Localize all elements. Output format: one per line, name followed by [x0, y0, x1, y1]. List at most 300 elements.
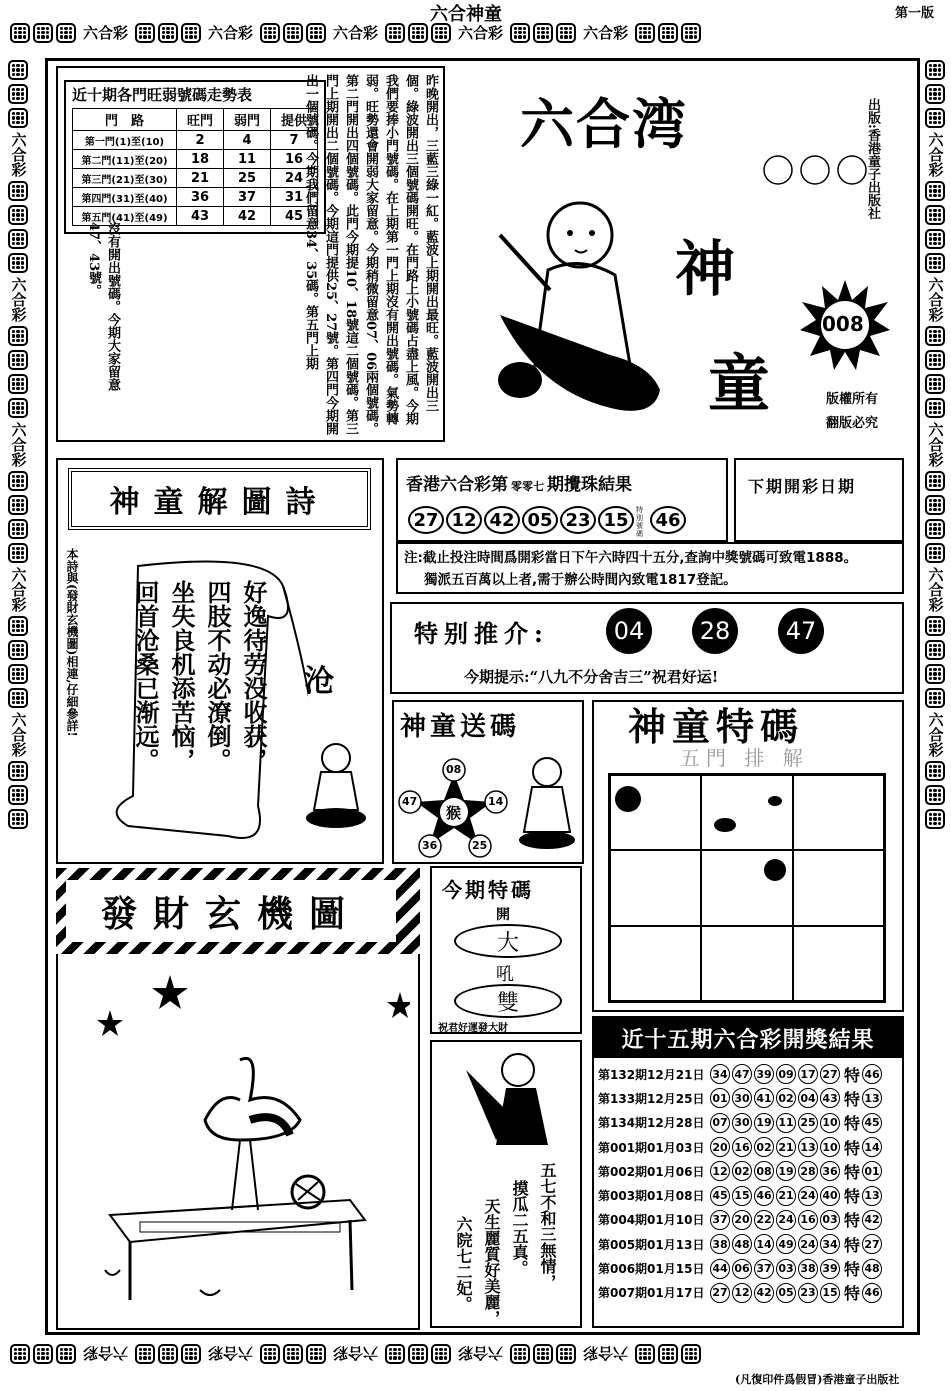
dice-icon: [8, 809, 28, 829]
dice-icon: [408, 1344, 428, 1364]
dice-icon: [8, 253, 28, 273]
dice-icon: [8, 84, 28, 104]
col-header: 提供: [271, 109, 318, 131]
result-label: 第133期12月25日: [598, 1091, 705, 1106]
draw-ball: 15: [598, 506, 634, 534]
special-marker: 特: [844, 1114, 861, 1134]
edition-label: 第一版: [895, 6, 935, 21]
today-footer: 祝君好運發大財: [438, 1023, 508, 1034]
draw-ball: 27: [408, 506, 444, 534]
border-brand: 六合彩: [83, 24, 129, 42]
table-cell: 11: [224, 150, 271, 169]
dice-icon: [925, 664, 945, 684]
result-ball: 14: [754, 1234, 774, 1254]
dice-icon: [8, 350, 28, 370]
border-brand: 六合彩: [926, 422, 945, 467]
child-icon: [480, 195, 670, 435]
issue-badge: [800, 280, 890, 374]
result-ball: 03: [820, 1210, 840, 1230]
draw-note-1: 注:截止投注時間爲開彩當日下午六時四十五分,查詢中獎號碼可致電1888。: [404, 550, 858, 566]
border-brand: 六合彩: [458, 24, 504, 42]
result-ball: 46: [754, 1186, 774, 1206]
result-row: [598, 1208, 898, 1232]
recommend-ball: 28: [692, 608, 738, 654]
page-title: 六合神童: [430, 4, 502, 25]
dice-icon: [56, 1344, 76, 1364]
border-brand: 六合彩: [83, 1344, 129, 1362]
dice-icon: [56, 23, 76, 43]
dice-icon: [8, 495, 28, 515]
result-ball: 39: [820, 1259, 840, 1279]
dice-icon: [8, 761, 28, 781]
result-ball: 47: [732, 1064, 752, 1084]
result-ball: 22: [754, 1210, 774, 1230]
dice-icon: [925, 761, 945, 781]
result-label: 第134期12月28日: [598, 1116, 705, 1131]
draw-ball: 23: [560, 506, 596, 534]
dice-icon: [925, 809, 945, 829]
logo-shen: 神: [675, 235, 735, 305]
poem-lines: [130, 580, 268, 772]
dice-icon: [925, 84, 945, 104]
dice-icon: [925, 205, 945, 225]
verse-lines: [452, 1162, 558, 1326]
border-brand: 六合彩: [333, 24, 379, 42]
table-cell: 第五門(41)至(49): [73, 207, 177, 226]
dice-icon: [556, 1344, 576, 1364]
result-ball: 04: [798, 1088, 818, 1108]
result-special-ball: 13: [862, 1088, 882, 1108]
dice-icon: [925, 543, 945, 563]
top-border: [10, 22, 701, 43]
result-ball: 27: [820, 1064, 840, 1084]
dice-icon: [635, 23, 655, 43]
special-marker: 特: [844, 1260, 861, 1280]
col-header: 門 路: [73, 109, 177, 131]
result-ball: 19: [754, 1113, 774, 1133]
result-row: [598, 1232, 898, 1256]
dice-icon: [431, 1344, 451, 1364]
result-ball: 48: [732, 1234, 752, 1254]
result-special-ball: 27: [862, 1234, 882, 1254]
grid-cell: [610, 926, 701, 1001]
result-row: [598, 1159, 898, 1183]
result-ball: 19: [776, 1161, 796, 1181]
result-ball: 43: [820, 1088, 840, 1108]
result-ball: 34: [820, 1234, 840, 1254]
dice-icon: [925, 326, 945, 346]
issue-number: 008: [822, 312, 864, 336]
border-brand: 六合彩: [458, 1344, 504, 1362]
dice-icon: [510, 1344, 530, 1364]
result-ball: 20: [732, 1210, 752, 1230]
verse-line: 五七不和三無情，: [538, 1162, 557, 1290]
dice-icon: [925, 616, 945, 636]
dice-icon: [8, 181, 28, 201]
dot-mark: [714, 818, 736, 832]
today-title: 今期特碼: [442, 878, 534, 902]
dice-icon: [260, 1344, 280, 1364]
dice-icon: [306, 1344, 326, 1364]
fortune-title: 發財玄機圖: [66, 880, 396, 942]
logo-tong: 童: [708, 347, 771, 420]
special-marker: 特: [844, 1065, 861, 1085]
verse-boy: [456, 1050, 566, 1164]
grid-cell: [610, 850, 701, 925]
dice-icon: [33, 1344, 53, 1364]
result-label: 第003期01月08日: [598, 1189, 705, 1204]
result-ball: 44: [710, 1259, 730, 1279]
dice-icon: [385, 23, 405, 43]
dice-icon: [283, 1344, 303, 1364]
table-cell: 第二門(11)至(20): [73, 150, 177, 169]
result-row: [598, 1111, 898, 1135]
result-ball: 10: [820, 1137, 840, 1157]
grid-cell: [793, 850, 884, 925]
special-grid: [608, 773, 886, 1003]
dice-icon: [533, 1344, 553, 1364]
dice-icon: [925, 640, 945, 660]
result-label: 第001期01月03日: [598, 1140, 705, 1155]
today-open: 開: [496, 907, 510, 923]
dice-icon: [8, 519, 28, 539]
dice-icon: [181, 23, 201, 43]
dice-icon: [8, 60, 28, 80]
results-title: 近十五期六合彩開獎結果: [594, 1018, 902, 1058]
border-brand: 六合彩: [583, 24, 629, 42]
dice-icon: [8, 616, 28, 636]
result-ball: 40: [820, 1186, 840, 1206]
grid-cell: [793, 926, 884, 1001]
dice-icon: [681, 23, 701, 43]
dice-icon: [8, 398, 28, 418]
result-ball: 12: [732, 1283, 752, 1303]
result-ball: 05: [776, 1283, 796, 1303]
result-ball: 12: [710, 1161, 730, 1181]
border-brand: 六合彩: [208, 24, 254, 42]
child-icon: [512, 752, 582, 852]
table-cell: 2: [177, 131, 224, 150]
border-brand: 六合彩: [926, 277, 945, 322]
poem-line: 回首沧桑已渐远。: [131, 580, 160, 772]
border-brand: 六合彩: [9, 422, 28, 467]
result-ball: 21: [776, 1137, 796, 1157]
left-border: [8, 60, 28, 829]
table-cell: 24: [271, 169, 318, 188]
gift-star: [396, 756, 512, 864]
result-ball: 06: [732, 1259, 752, 1279]
dice-icon: [8, 543, 28, 563]
result-ball: 23: [798, 1283, 818, 1303]
dice-icon: [925, 519, 945, 539]
special-marker: 特: [844, 1138, 861, 1158]
special-marker: 特: [844, 1284, 861, 1304]
dice-icon: [8, 785, 28, 805]
result-row: [598, 1281, 898, 1305]
grid-cell: [793, 775, 884, 850]
dice-icon: [925, 60, 945, 80]
result-ball: 16: [798, 1210, 818, 1230]
poem-line: 四肢不动必潦倒。: [203, 580, 232, 772]
dice-icon: [8, 640, 28, 660]
draw-ball: 05: [522, 506, 558, 534]
result-ball: 24: [776, 1210, 796, 1230]
grid-cell: [701, 926, 792, 1001]
dice-icon: [385, 1344, 405, 1364]
child-icon: [296, 740, 376, 830]
border-brand: 六合彩: [333, 1344, 379, 1362]
table-cell: 31: [271, 188, 318, 207]
result-label: 第004期01月10日: [598, 1213, 705, 1228]
dice-icon: [925, 785, 945, 805]
result-ball: 02: [776, 1088, 796, 1108]
gift-title: 神童送碼: [400, 712, 521, 742]
special-label: 特別號碼: [636, 506, 643, 538]
special-marker: 特: [844, 1235, 861, 1255]
fortune-illustration: [90, 970, 410, 1314]
result-ball: 02: [732, 1161, 752, 1181]
result-ball: 21: [776, 1186, 796, 1206]
result-label: 第002期01月06日: [598, 1164, 705, 1179]
dice-icon: [8, 326, 28, 346]
result-ball: 37: [710, 1210, 730, 1230]
dice-icon: [158, 23, 178, 43]
dice-icon: [8, 664, 28, 684]
result-label: 第005期01月13日: [598, 1237, 705, 1252]
result-ball: 11: [776, 1113, 796, 1133]
today-double: 雙: [454, 984, 562, 1018]
dice-icon: [260, 23, 280, 43]
result-ball: 16: [732, 1137, 752, 1157]
table-cell: 18: [177, 150, 224, 169]
border-brand: 六合彩: [926, 567, 945, 612]
result-row: [598, 1062, 898, 1086]
table-cell: 16: [271, 150, 318, 169]
logo-title: 六合湾: [520, 92, 688, 156]
result-ball: 08: [754, 1161, 774, 1181]
gift-number: 47: [402, 795, 418, 808]
analysis-text: 昨晚開出，三藍三綠一紅。藍波上期開出最旺。藍波開出三個。綠波開出三個號碼開旺。在門路上小號碼占盡上風。今期我們要捧小門號碼。在上期第一門上期沒有開出號碼。氣勢轉弱。旺勢還會開弱大家留意。今期稍微留意07、06兩個號碼。第二門開出四個號碼。此門今期提10、18號這二個號碼。第三門上期開出二個號碼。今期這門提供25、27號。第四門今期開出一個號碼。今期我們留意34、35碼。第五門上期: [303, 74, 438, 436]
grid-cell: [701, 850, 792, 925]
dice-icon: [925, 688, 945, 708]
result-special-ball: 45: [862, 1113, 882, 1133]
border-brand: 六合彩: [9, 132, 28, 177]
dice-icon: [510, 23, 530, 43]
poem-line: 好逸待劳没收获，: [239, 580, 268, 772]
result-ball: 30: [732, 1113, 752, 1133]
result-label: 第006期01月15日: [598, 1262, 705, 1277]
special-marker: 特: [844, 1089, 861, 1109]
special-marker: 特: [844, 1211, 861, 1231]
dice-icon: [135, 23, 155, 43]
today-mid: 吼: [496, 964, 514, 985]
result-special-ball: 46: [862, 1283, 882, 1303]
dice-icon: [925, 253, 945, 273]
draw-numbers: [408, 506, 686, 538]
result-label: 第007期01月17日: [598, 1286, 705, 1301]
gift-center: 猴: [446, 804, 462, 822]
dice-icon: [10, 23, 30, 43]
result-ball: 34: [710, 1064, 730, 1084]
dice-icon: [925, 374, 945, 394]
result-ball: 17: [798, 1064, 818, 1084]
table-cell: 42: [224, 207, 271, 226]
table-cell: 36: [177, 188, 224, 207]
dice-icon: [533, 23, 553, 43]
dice-icon: [158, 1344, 178, 1364]
recommend-ball: 04: [606, 608, 652, 654]
trend-table-title: 近十期各門旺弱號碼走勢表: [72, 86, 253, 104]
dice-icon: [8, 688, 28, 708]
dice-icon: [408, 23, 428, 43]
table-cell: 第一門(1)至(10): [73, 131, 177, 150]
bottom-border: [10, 1343, 701, 1364]
dot-mark: [764, 859, 786, 881]
dice-icon: [8, 471, 28, 491]
result-ball: 36: [820, 1161, 840, 1181]
dice-icon: [283, 23, 303, 43]
dice-icon: [925, 108, 945, 128]
result-ball: 37: [754, 1259, 774, 1279]
result-ball: 30: [732, 1088, 752, 1108]
result-ball: 24: [798, 1234, 818, 1254]
poem-side-note: 本詩與(發財玄機圖)相連,仔細參詳!: [65, 548, 79, 737]
dice-icon: [658, 23, 678, 43]
result-special-ball: 13: [862, 1186, 882, 1206]
special-grid-subtitle: 五門 排 解: [680, 746, 809, 770]
today-big: 大: [454, 924, 562, 958]
border-brand: 六合彩: [9, 567, 28, 612]
table-cell: 25: [224, 169, 271, 188]
dice-icon: [8, 205, 28, 225]
dice-icon: [8, 229, 28, 249]
border-brand: 六合彩: [9, 712, 28, 757]
result-label: 第132期12月21日: [598, 1067, 705, 1082]
poem-line: 坐失良机添苦恼，: [167, 580, 196, 772]
result-ball: 38: [710, 1234, 730, 1254]
result-special-ball: 01: [862, 1161, 882, 1181]
result-ball: 02: [754, 1137, 774, 1157]
dice-icon: [635, 1344, 655, 1364]
table-cell: 37: [224, 188, 271, 207]
border-brand: 六合彩: [926, 712, 945, 757]
result-ball: 41: [754, 1088, 774, 1108]
draw-ball: 12: [446, 506, 482, 534]
result-row: [598, 1135, 898, 1159]
result-special-ball: 46: [862, 1064, 882, 1084]
draw-issue: 零零七: [511, 480, 544, 493]
dice-icon: [8, 108, 28, 128]
border-brand: 六合彩: [926, 132, 945, 177]
result-ball: 27: [710, 1283, 730, 1303]
result-ball: 49: [776, 1234, 796, 1254]
result-ball: 01: [710, 1088, 730, 1108]
result-ball: 13: [798, 1137, 818, 1157]
border-brand: 六合彩: [9, 277, 28, 322]
special-grid-title: 神童特碼: [628, 704, 805, 749]
dice-icon: [135, 1344, 155, 1364]
result-ball: 10: [820, 1113, 840, 1133]
dot-mark: [768, 796, 782, 806]
verse-line: 摸瓜二五真。: [510, 1180, 529, 1276]
child-icon: [456, 1050, 566, 1160]
result-ball: 28: [798, 1161, 818, 1181]
result-ball: 25: [798, 1113, 818, 1133]
result-ball: 42: [754, 1283, 774, 1303]
poem-title: 神童解圖詩: [68, 468, 371, 530]
next-draw-label: 下期開彩日期: [734, 458, 904, 542]
table-cell: 21: [177, 169, 224, 188]
result-ball: 07: [710, 1113, 730, 1133]
dice-icon: [925, 350, 945, 370]
dice-icon: [925, 229, 945, 249]
table-cell: 45: [271, 207, 318, 226]
dice-icon: [306, 23, 326, 43]
recommend-tip: 今期提示:“八九不分舍吉三”祝君好运!: [464, 668, 719, 686]
table-cell: 第三門(21)至(30): [73, 169, 177, 188]
dice-icon: [10, 1344, 30, 1364]
result-special-ball: 42: [862, 1210, 882, 1230]
rights-2: 翻版必究: [826, 416, 879, 431]
result-ball: 24: [798, 1186, 818, 1206]
results-list: [598, 1062, 898, 1305]
dice-icon: [181, 1344, 201, 1364]
draw-note-2: 獨派五百萬以上者,需于辦公時間內致電1817登記。: [424, 572, 737, 588]
special-marker: 特: [844, 1187, 861, 1207]
draw-title: [406, 470, 632, 495]
result-ball: 38: [798, 1259, 818, 1279]
table-cell: 7: [271, 131, 318, 150]
recommend-ball: 47: [778, 608, 824, 654]
footer-note: (凡復印件爲假冒)香港童子出版社: [735, 1373, 900, 1386]
result-special-ball: 48: [862, 1259, 882, 1279]
result-ball: 20: [710, 1137, 730, 1157]
col-header: 旺門: [177, 109, 224, 131]
gift-number: 08: [446, 763, 462, 776]
dice-icon: [8, 374, 28, 394]
special-marker: 特: [844, 1162, 861, 1182]
poem-hint-char: 沧: [304, 664, 334, 699]
trend-note: 沒有開出號碼。今期大家留意47、43號。: [86, 222, 120, 391]
result-row: [598, 1086, 898, 1110]
result-special-ball: 14: [862, 1137, 882, 1157]
dice-icon: [925, 398, 945, 418]
gift-number: 25: [472, 839, 488, 852]
rights-1: 版權所有: [826, 392, 879, 407]
dice-icon: [925, 471, 945, 491]
boy-illustration: [480, 195, 670, 439]
result-row: [598, 1183, 898, 1207]
draw-title-post: 期攪珠結果: [547, 475, 632, 495]
recommend-numbers: [606, 608, 824, 654]
crane-icon: [90, 970, 410, 1310]
dot-mark: [615, 786, 641, 812]
draw-ball: 42: [484, 506, 520, 534]
table-cell: 43: [177, 207, 224, 226]
dice-icon: [681, 1344, 701, 1364]
gift-number: 36: [422, 839, 438, 852]
result-row: [598, 1256, 898, 1280]
result-ball: 15: [732, 1186, 752, 1206]
recommend-label: 特别推介:: [414, 619, 549, 648]
col-header: 弱門: [224, 109, 271, 131]
publisher-name: 出版:香港童子出版社: [865, 98, 880, 220]
result-ball: 39: [754, 1064, 774, 1084]
right-border: [925, 60, 945, 829]
grid-cell: [610, 775, 701, 850]
verse-line: 天生麗質好美麗，: [482, 1198, 501, 1326]
result-ball: 03: [776, 1259, 796, 1279]
